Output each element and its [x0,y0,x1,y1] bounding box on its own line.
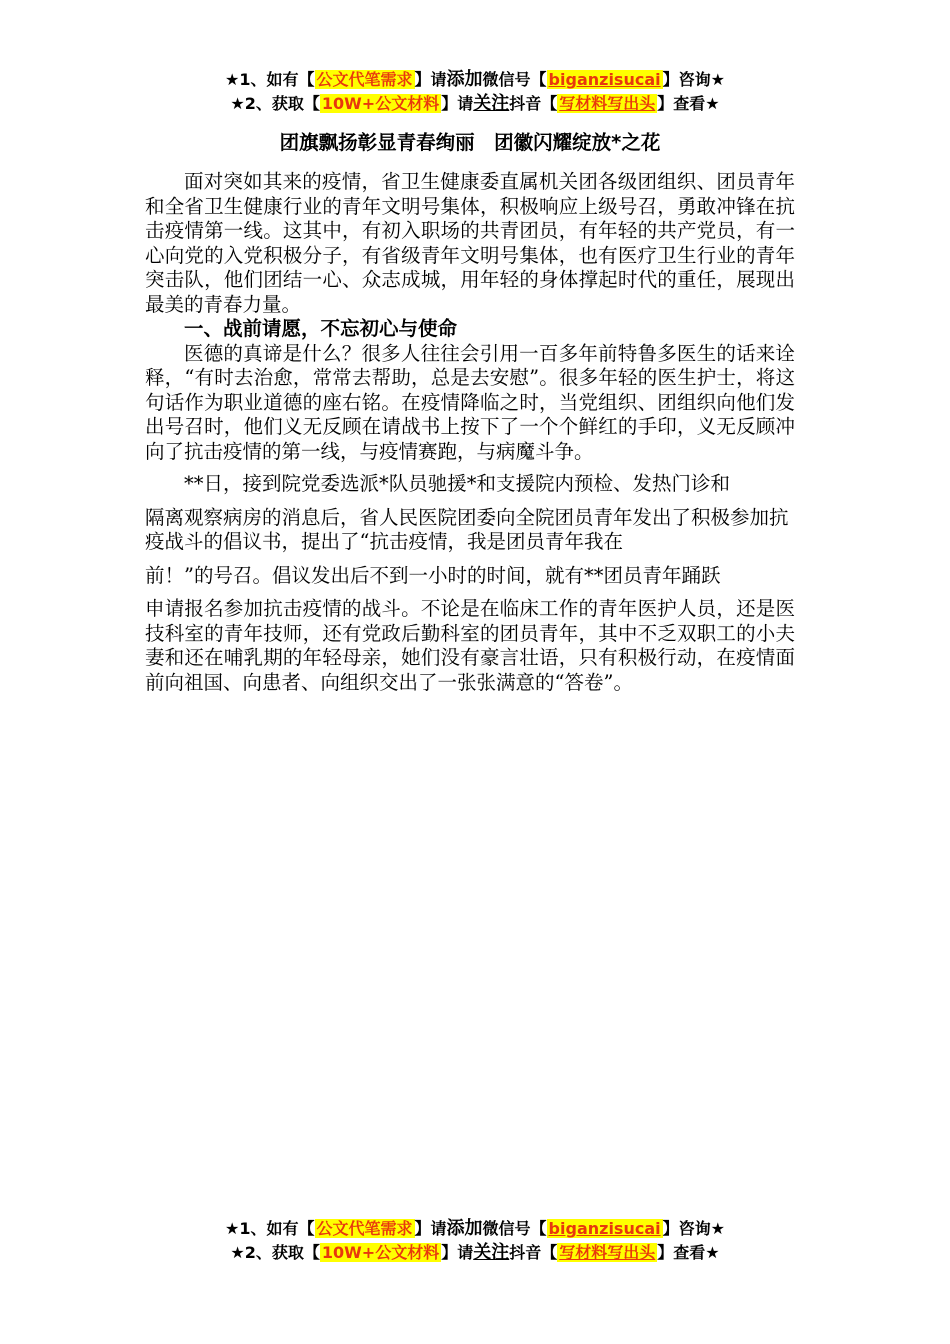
footer-ad-douyin-account: 写材料写出头 [559,1243,656,1262]
footer-ad-line-2-mid: 】请 [441,1243,474,1262]
section-1-paragraph-2-line-2: 隔离观察病房的消息后，省人民医院团委向全院团员青年发出了积极参加抗疫战斗的倡议书，提出了“抗击疫情，我是团员青年我在 [145,505,789,553]
header-ad-line-1-mid: 】请 [414,70,447,89]
header-ad-line-1 [0,68,950,92]
header-ad-line-2-mid2: 抖音【 [509,94,558,113]
footer-ad-highlight-materials: 10W+公文材料 [321,1243,440,1262]
header-ad-line-1-mid2: 微信号【 [482,70,547,89]
header-ad-line-1-prefix: ★1、如有【 [225,70,315,89]
header-ad-douyin-account: 写材料写出头 [559,94,656,113]
footer-ad-follow-word: 关注 [473,1242,510,1263]
section-1-paragraph-2-line-4: 申请报名参加抗击疫情的战斗。不论是在临床工作的青年医护人员，还是医技科室的青年技师，还有党政后勤科室的团员青年，其中不乏双职工的小夫妻和还在哺乳期的年轻母亲，她们没有豪言壮语，只有积极行动，在疫情面前向祖国、向患者、向组织交出了一张张满意的“答卷”。 [145,597,795,694]
header-ad-follow-word: 关注 [473,93,510,114]
section-1-paragraph-2-line-3: 前！”的号召。倡议发出后不到一小时的时间，就有**团员青年踊跃 [145,563,721,587]
intro-paragraph: 面对突如其来的疫情，省卫生健康委直属机关团各级团组织、团员青年和全省卫生健康行业的青年文明号集体，积极响应上级号召，勇敢冲锋在抗击疫情第一线。这其中，有初入职场的共青团员，有年轻的共产党员，有一心向党的入党积极分子，有省级青年文明号集体，也有医疗卫生行业的青年突击队，他们团结一心、众志成城，用年轻的身体撑起时代的重任，展现出最美的青春力量。 [145,170,795,316]
footer-ad-line-2-mid2: 抖音【 [509,1243,558,1262]
footer-ad-line-1 [0,1217,950,1241]
footer-ad-line-1-suffix: 】咨询★ [662,1219,725,1238]
section-1-heading: 一、战前请愿，不忘初心与使命 [184,317,458,340]
footer-ad [0,1217,950,1265]
header-ad-wechat-id: biganzisucai [548,70,661,89]
footer-ad-line-2-suffix: 】查看★ [657,1243,720,1262]
header-ad-highlight-materials: 10W+公文材料 [321,94,440,113]
header-ad-line-2-mid: 】请 [441,94,474,113]
footer-ad-line-1-mid: 】请 [414,1219,447,1238]
header-ad-add-word: 添加 [446,69,483,90]
footer-ad-add-word: 添加 [446,1218,483,1239]
footer-ad-line-2-prefix: ★2、获取【 [230,1243,320,1262]
header-ad-line-2-suffix: 】查看★ [657,94,720,113]
footer-ad-wechat-id: biganzisucai [548,1219,661,1238]
footer-ad-line-2 [0,1241,950,1265]
header-ad [0,68,950,116]
header-ad-line-2-prefix: ★2、获取【 [230,94,320,113]
footer-ad-line-1-mid2: 微信号【 [482,1219,547,1238]
header-ad-line-1-suffix: 】咨询★ [662,70,725,89]
footer-ad-highlight-service: 公文代笔需求 [316,1219,413,1238]
footer-ad-line-1-prefix: ★1、如有【 [225,1219,315,1238]
document-title: 团旗飘扬彰显青春绚丽 团徽闪耀绽放*之花 [279,131,661,154]
header-ad-line-2 [0,92,950,116]
document-body [145,131,795,695]
section-1-paragraph-1: 医德的真谛是什么？很多人往往会引用一百多年前特鲁多医生的话来诠释，“有时去治愈，常常去帮助，总是去安慰”。很多年轻的医生护士，将这句话作为职业道德的座右铭。在疫情降临之时，当党组织、团组织向他们发出号召时，他们义无反顾在请战书上按下了一个个鲜红的手印，义无反顾冲向了抗击疫情的第一线，与疫情赛跑，与病魔斗争。 [145,341,795,463]
header-ad-highlight-service: 公文代笔需求 [316,70,413,89]
section-1-paragraph-2-line-1: **日，接到院党委选派*队员驰援*和支援院内预检、发热门诊和 [184,472,731,495]
